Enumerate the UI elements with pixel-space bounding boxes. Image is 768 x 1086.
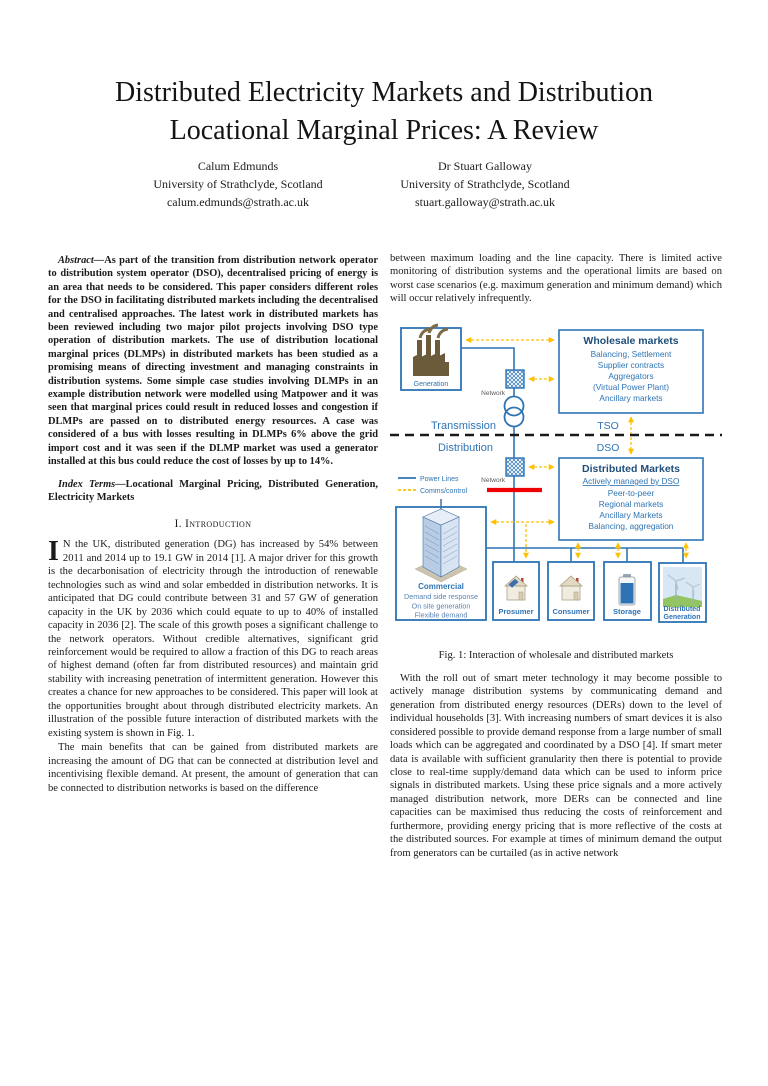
consumer-label: Consumer xyxy=(552,606,590,616)
abstract-paragraph xyxy=(48,254,378,469)
prosumer-label: Prosumer xyxy=(498,606,534,616)
generation-label: Generation xyxy=(413,380,449,388)
author-block-2 xyxy=(335,157,635,211)
wholesale-markets-box xyxy=(559,330,703,413)
author-name: Dr Stuart Galloway xyxy=(438,159,532,173)
author-affiliation: University of Strathclyde, Scotland xyxy=(400,177,570,191)
distributed-generation-label-1: Distributed xyxy=(663,605,701,613)
abstract-text: As part of the transition from distribution network operator to distribution system operator (DSO), decentralised pricing of energy is an area that needs to be considered. This paper considers different roles for the DSO in facilitating distributed markets including the decentralised and centralised approaches. The latest work in distributed markets has been reviewed including two major pilot projects involving DSO type operation of distribution markets. The use of distribution locational marginal prices (DLMPs) in distributed markets has been studied as a promising means of directing investment and managing constraints in distribution systems. Some simple case studies involving DLMPs in an example distribution network were modelled using Matpower and it was seen that marginal prices could result in reduced losses and congestion if DLMPs are passed on to distributed energy resources. A case was considered of a bus with losses resulting in DLMPs 6% above the grid import cost and it was seen if the DLMP market was used a generator installed at this bus could reduce the cost of losses by up to 14%. xyxy=(48,255,378,468)
distributed-generation-box xyxy=(659,563,706,622)
distributed-markets-box xyxy=(559,458,703,540)
intro-paragraph-2: The main benefits that can be gained from distributed markets are increasing the amount of DG that can be connected at distribution level and incentivising flexible demand. At present, the amount of generation that can be connected to distribution networks is based on the difference xyxy=(48,742,378,794)
wholesale-item: Aggregators xyxy=(608,370,654,381)
right-paragraph-1: between maximum loading and the line capacity. There is limited active monitoring of distribution systems and the operational limits are based on worst case scenarios (e.g. maximum generation and minimum demand) which will occur relatively infrequently. xyxy=(390,253,722,305)
wholesale-item: Supplier contracts xyxy=(597,359,665,370)
intro-paragraph-1 xyxy=(48,538,378,740)
figure-legend xyxy=(398,476,468,495)
distributed-item: Balancing, aggregation xyxy=(588,520,674,531)
wholesale-item: Balancing, Settlement xyxy=(590,348,672,359)
network-label-bottom: Network xyxy=(481,476,505,484)
transformer-icon xyxy=(505,396,524,426)
wholesale-item: Ancillary markets xyxy=(599,392,663,403)
index-terms xyxy=(48,478,378,505)
intro-paragraph-1-text: N the UK, distributed generation (DG) has increased by 54% between 2011 and 2014 up to 19.1 GW in 2014 [1]. A major driver for this growth is the decarbonisation of electricity through the introduction of renewable technologies such as wind and solar embedded in distribution networks. It is anticipated that DG could contribute between 31 and 57 GW of generation capacity in the UK by 2036 which could equate to up to 40% of installed capacity in 2036 [2]. The scale of this growth poses a significant challenge to the network operators. Without credible alternatives, significant grid reinforcement would be required to allow a fraction of this DG to reach areas of highest demand (often far from distributed resources) and maintain grid stability with increasing penetration of intermittent generation. However this creates a chance for new approaches to be considered. This paper will look at the opportunities brought about through distributed electricity markets. An illustration of the possible future interaction of distributed markets with the existing system is shown in Fig. 1. xyxy=(48,539,378,739)
right-paragraph-2: With the roll out of smart meter technology it may become possible to actively manage distribution systems by communicating demand and generation from distributed energy resources (DERs) down to the level of individual households [3]. With increasing numbers of smart devices it is also considered possible to provide demand response from a large number of small loads which can be aggregated and coordinated by a DSO [4]. If smart meter data is available with sufficient granularity then there is potential to provide close to real-time supply/demand data which can be used to inform price signals in distributed markets. Using these price signals and a more actively managed distribution network, more DERs can be connected and line capacities can be maximised thus reducing the costs of reinforcement and furthermore, providing energy pricing that is more reflective of the costs at the distributed sources. For example at times of minimum demand the output from generators can be curtailed (as in active network xyxy=(390,672,722,859)
legend-power-lines: Power Lines xyxy=(420,475,459,483)
network-node-icon xyxy=(506,458,524,476)
paper-title xyxy=(0,74,768,150)
commercial-title: Commercial xyxy=(418,581,464,591)
wholesale-title: Wholesale markets xyxy=(583,334,679,347)
left-column xyxy=(48,254,378,795)
network-label-top: Network xyxy=(481,389,505,397)
author-affiliation: University of Strathclyde, Scotland xyxy=(153,177,323,191)
author-email: calum.edmunds@strath.ac.uk xyxy=(166,195,309,209)
figure1-diagram xyxy=(390,320,722,638)
wholesale-item: (Virtual Power Plant) xyxy=(593,381,669,392)
distributed-generation-label-2: Generation xyxy=(663,613,701,621)
figure-1 xyxy=(390,320,722,661)
commercial-box xyxy=(396,499,486,620)
distributed-subtitle: Actively managed by DSO xyxy=(582,475,680,486)
author-name: Calum Edmunds xyxy=(197,159,279,173)
distribution-label: Distribution xyxy=(437,441,493,454)
commercial-item: Demand side response xyxy=(404,591,478,601)
distributed-item: Peer-to-peer xyxy=(607,487,655,498)
author-email: stuart.galloway@strath.ac.uk xyxy=(414,195,555,209)
section-title: Introduction xyxy=(185,518,252,531)
right-column xyxy=(390,252,722,860)
storage-box xyxy=(604,562,651,620)
distributed-title: Distributed Markets xyxy=(581,462,681,475)
generation-box xyxy=(401,325,461,390)
paper-title-line2: Locational Marginal Prices: A Review xyxy=(169,115,599,146)
tso-label: TSO xyxy=(597,419,619,432)
prosumer-box xyxy=(493,562,539,620)
legend-comms: Comms/control xyxy=(420,487,468,495)
abstract-label: Abstract— xyxy=(58,255,105,266)
transmission-label: Transmission xyxy=(431,419,496,432)
network-node-icon xyxy=(506,370,524,388)
commercial-item: On site generation xyxy=(411,601,471,611)
index-terms-label: Index Terms— xyxy=(58,478,126,490)
section-number: I. xyxy=(174,518,182,531)
battery-icon xyxy=(619,574,635,605)
storage-label: Storage xyxy=(613,606,641,616)
commercial-item: Flexible demand xyxy=(414,610,468,620)
paper-title-line1: Distributed Electricity Markets and Distribution xyxy=(114,77,654,108)
dso-label: DSO xyxy=(596,441,620,454)
section-heading-introduction xyxy=(48,518,378,530)
index-terms-text: Locational Marginal Pricing, Distributed Generation, Electricity Markets xyxy=(48,478,378,503)
consumer-box xyxy=(548,562,594,620)
figure-1-caption: Fig. 1: Interaction of wholesale and distributed markets xyxy=(438,649,674,661)
distributed-item: Ancillary Markets xyxy=(599,509,663,520)
drop-cap: I xyxy=(48,536,59,568)
distributed-item: Regional markets xyxy=(598,498,664,509)
wind-turbine-icon xyxy=(663,567,702,607)
